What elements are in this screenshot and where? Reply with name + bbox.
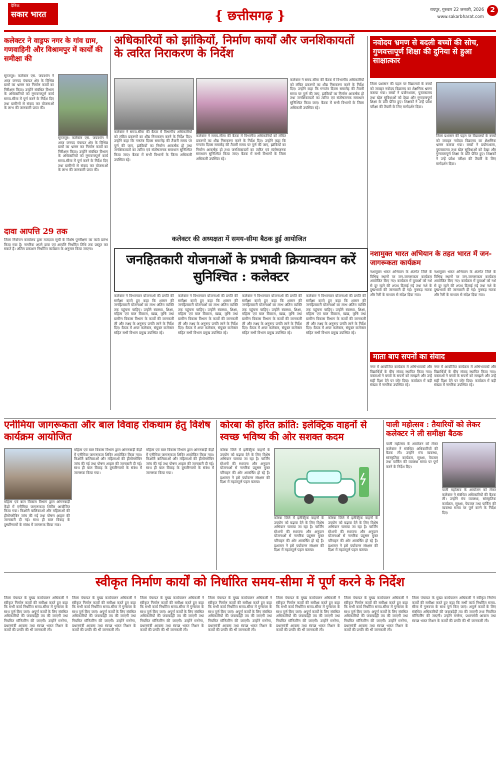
top-story xyxy=(114,34,364,244)
bottom-right-story xyxy=(386,420,496,570)
bottom-right-body-col2: पाली महोत्सव के आयोजन को लेकर कलेक्टर ने संबंधित अधिकारियों की बैठक ली। उन्होंने मंच व्यवस्था, सांस्कृतिक कार्यक्रम, सुरक्षा, पेयजल तथा पार्किंग की व्यवस्था समय पर पूर्ण करने के निर्देश दिए। xyxy=(442,488,496,515)
bottom-left-body-col3: महिला एवं बाल विकास विभाग द्वारा आंगनबाड़ी केंद्रों में एनीमिया जागरूकता शिविर आयोजित किया गया। किशोरी बालिकाओं और महिलाओं की हीमोग्लोबिन जांच की गई तथा पोषण आहार की जानकारी दी गई। साथ ही बाल विवाह के दुष्परिणामों के संबंध में जागरूक किया गया। xyxy=(146,448,214,475)
ev-illustration xyxy=(274,448,380,516)
right-divider xyxy=(367,36,368,411)
right-top-body: जिला प्रशासन की पहल पर विद्यालयों के बच्चों को जवाहर नवोदय विद्यालय का शैक्षणिक भ्रमण कराया गया। बच्चों ने प्रयोगशाला, पुस्तकालय तथा खेल सुविधाओं को देखा और गुणवत्तापूर्ण शिक्षा के प्रति प्रेरित हुए। शिक्षकों ने उन्हें प्रवेश परीक्षा की तैयारी के लिए मार्गदर्शन दिया। xyxy=(370,82,432,109)
bottom-mid-headline: कोरबा की हरित क्रांति: इलेक्ट्रिक वाहनों से स्वच्छ भविष्य की ओर सशक्त कदम xyxy=(220,420,367,443)
bottom-banner-body-col7: जिला पंचायत के मुख्य कार्यपालन अधिकारी ने स्वीकृत निर्माण कार्यों की समीक्षा करते हुए कहा कि सभी कार्य निर्धारित समय-सीमा में गुणवत्ता के साथ पूर्ण किए जाएं। अपूर्ण कार्यों के लिए संबंधित अधिकारियों की जवाबदेही तय की जाएगी तथा नियमित मॉनिटरिंग की जाएगी। उन्होंने मनरेगा, प्रधानमंत्री आवास तथा स्वच्छ भारत मिशन के कार्यों की प्रगति की भी जानकारी ली। xyxy=(412,596,496,623)
right-mid-headline: नशामुक्त भारत अभियान के तहत भारत में जन-जागरूकता कार्यक्रम xyxy=(370,250,492,267)
bottom-mid-body-col3: कोरबा जिले में इलेक्ट्रिक वाहनों के उपयोग को बढ़ावा देने के लिए विशेष अभियान चलाया जा रहा है। चार्जिंग स्टेशनों की स्थापना और अनुदान योजनाओं से नागरिक प्रदूषण मुक्त परिवहन की ओर आकर्षित हो रहे हैं। प्रशासन ने इसे पर्यावरण संरक्षण की दिशा में महत्वपूर्ण पहल बताया। xyxy=(328,516,378,553)
top-story-body-col2: कलेक्टर ने समय-सीमा की बैठक में विभागीय अधिकारियों को लंबित प्रकरणों का शीघ्र निराकरण करने के निर्देश दिए। उन्होंने कहा कि गणतंत्र दिवस समारोह की तैयारी समय पर पूर्ण की जाए, झांकियों का निर्माण आकर्षक हो तथा जनशिकायतों का त्वरित एवं संतोषजनक समाधान सुनिश्चित किया जाए। बैठक में सभी विभागों के जिला अधिकारी उपस्थित रहे। xyxy=(196,134,286,161)
main-story xyxy=(114,248,366,416)
left-body-continued: सूरजपुर। कलेक्टर एस. जयवर्धन ने आज जनपद पंचायत क्षेत्र के विभिन्न ग्रामों का भ्रमण कर निर्माण कार्यों का निरीक्षण किया। उन्होंने संबंधित विभाग के अधिकारियों को गुणवत्तापूर्ण कार्य समय-सीमा में पूर्ण करने के निर्देश दिए तथा ग्रामीणों से संवाद कर योजनाओं के लाभ की जानकारी प्राप्त की। xyxy=(58,136,108,173)
right-top-body-continued: जिला प्रशासन की पहल पर विद्यालयों के बच्चों को जवाहर नवोदय विद्यालय का शैक्षणिक भ्रमण कराया गया। बच्चों ने प्रयोगशाला, पुस्तकालय तथा खेल सुविधाओं को देखा और गुणवत्तापूर्ण शिक्षा के प्रति प्रेरित हुए। शिक्षकों ने उन्हें प्रवेश परीक्षा की तैयारी के लिए मार्गदर्शन दिया। xyxy=(436,134,496,166)
top-story-body-col1: कलेक्टर ने समय-सीमा की बैठक में विभागीय अधिकारियों को लंबित प्रकरणों का शीघ्र निराकरण करने के निर्देश दिए। उन्होंने कहा कि गणतंत्र दिवस समारोह की तैयारी समय पर पूर्ण की जाए, झांकियों का निर्माण आकर्षक हो तथा जनशिकायतों का त्वरित एवं संतोषजनक समाधान सुनिश्चित किया जाए। बैठक में सभी विभागों के जिला अधिकारी उपस्थित रहे। xyxy=(114,130,192,162)
right-top-photo xyxy=(436,82,496,134)
right-mid-story xyxy=(370,250,496,350)
left-subhead: दावा आपत्ति 29 तक xyxy=(4,226,68,236)
right-top-story xyxy=(370,36,496,246)
bottom-divider-1 xyxy=(216,420,217,570)
right-mid2-headline: माता बाप सपनों का संवाद xyxy=(370,352,496,362)
lower-horizontal-rule xyxy=(4,572,496,573)
bottom-left-story xyxy=(4,420,214,570)
top-story-photo-1 xyxy=(114,78,194,130)
bottom-banner-body-col6: जिला पंचायत के मुख्य कार्यपालन अधिकारी ने स्वीकृत निर्माण कार्यों की समीक्षा करते हुए कहा कि सभी कार्य निर्धारित समय-सीमा में गुणवत्ता के साथ पूर्ण किए जाएं। अपूर्ण कार्यों के लिए संबंधित अधिकारियों की जवाबदेही तय की जाएगी तथा नियमित मॉनिटरिंग की जाएगी। उन्होंने मनरेगा, प्रधानमंत्री आवास तथा स्वच्छ भारत मिशन के कार्यों की प्रगति की भी जानकारी ली। xyxy=(344,596,408,633)
bottom-mid-body-col1: कोरबा जिले में इलेक्ट्रिक वाहनों के उपयोग को बढ़ावा देने के लिए विशेष अभियान चलाया जा रहा है। चार्जिंग स्टेशनों की स्थापना और अनुदान योजनाओं से नागरिक प्रदूषण मुक्त परिवहन की ओर आकर्षित हो रहे हैं। प्रशासन ने इसे पर्यावरण संरक्षण की दिशा में महत्वपूर्ण पहल बताया। xyxy=(220,448,270,485)
page-number: 2 xyxy=(487,5,498,16)
bottom-banner-headline: स्वीकृत निर्माण कार्यों को निर्धारित समय-सीमा में पूर्ण करने के निर्देश xyxy=(95,574,405,589)
section-title-text: छत्तीसगढ़ xyxy=(227,9,273,24)
top-story-caption: कलेक्टर की अध्यक्षता में समय-सीमा बैठक हुई आयोजित xyxy=(171,235,307,243)
right-mid2-story xyxy=(370,352,496,412)
bottom-right-body-col1: पाली महोत्सव के आयोजन को लेकर कलेक्टर ने संबंधित अधिकारियों की बैठक ली। उन्होंने मंच व्यवस्था, सांस्कृतिक कार्यक्रम, सुरक्षा, पेयजल तथा पार्किंग की व्यवस्था समय पर पूर्ण करने के निर्देश दिए। xyxy=(386,442,438,469)
masthead xyxy=(0,0,500,34)
bottom-banner-body-col3: जिला पंचायत के मुख्य कार्यपालन अधिकारी ने स्वीकृत निर्माण कार्यों की समीक्षा करते हुए कहा कि सभी कार्य निर्धारित समय-सीमा में गुणवत्ता के साथ पूर्ण किए जाएं। अपूर्ण कार्यों के लिए संबंधित अधिकारियों की जवाबदेही तय की जाएगी तथा नियमित मॉनिटरिंग की जाएगी। उन्होंने मनरेगा, प्रधानमंत्री आवास तथा स्वच्छ भारत मिशन के कार्यों की प्रगति की भी जानकारी ली। xyxy=(140,596,204,633)
bottom-banner-body-col4: जिला पंचायत के मुख्य कार्यपालन अधिकारी ने स्वीकृत निर्माण कार्यों की समीक्षा करते हुए कहा कि सभी कार्य निर्धारित समय-सीमा में गुणवत्ता के साथ पूर्ण किए जाएं। अपूर्ण कार्यों के लिए संबंधित अधिकारियों की जवाबदेही तय की जाएगी तथा नियमित मॉनिटरिंग की जाएगी। उन्होंने मनरेगा, प्रधानमंत्री आवास तथा स्वच्छ भारत मिशन के कार्यों की प्रगति की भी जानकारी ली। xyxy=(208,596,272,633)
main-story-body-col1: कलेक्टर ने विभागवार योजनाओं की प्रगति की समीक्षा करते हुए कहा कि शासन की जनहितकारी योजनाओं का लाभ अंतिम व्यक्ति तक पहुंचना चाहिए। उन्होंने स्वास्थ्य, शिक्षा, महिला एवं बाल विकास, खाद्य, कृषि तथा ग्रामीण विकास विभाग के कार्यों की जानकारी ली और लक्ष्य के अनुरूप प्रगति लाने के निर्देश दिए। बैठक में अपर कलेक्टर, संयुक्त कलेक्टर सहित सभी विभाग प्रमुख उपस्थित रहे। xyxy=(114,294,174,335)
masthead-rule xyxy=(4,30,496,32)
left-body: सूरजपुर। कलेक्टर एस. जयवर्धन ने आज जनपद पंचायत क्षेत्र के विभिन्न ग्रामों का भ्रमण कर निर्माण कार्यों का निरीक्षण किया। उन्होंने संबंधित विभाग के अधिकारियों को गुणवत्तापूर्ण कार्य समय-सीमा में पूर्ण करने के निर्देश दिए तथा ग्रामीणों से संवाद कर योजनाओं के लाभ की जानकारी प्राप्त की। xyxy=(4,74,54,111)
brand-logo: दैनिक सकार भारत xyxy=(8,3,58,25)
website: www.sakarbharat.com xyxy=(437,14,484,19)
left-divider xyxy=(110,36,111,410)
left-photo xyxy=(58,74,108,136)
main-story-headline-box xyxy=(114,248,368,292)
right-mid-body-col1: नशामुक्त भारत अभियान के अंतर्गत जिले के विभिन्न स्थानों पर जन-जागरूकता कार्यक्रम आयोजित किए गए। कार्यक्रम में युवाओं को नशे से दूर रहने की शपथ दिलाई गई तथा नशे के दुष्प्रभावों की जानकारी दी गई। नुक्कड़ नाटक और रैली के माध्यम से संदेश दिया गया। xyxy=(370,270,432,297)
bottom-left-photo xyxy=(4,448,72,500)
section-title: { छत्तीसगढ़ } xyxy=(214,9,286,24)
top-story-headline: अधिकारियों को झांकियों, निर्माण कार्यों और जनशिकायतों के त्वरित निराकरण के निर्देश xyxy=(114,34,355,60)
left-body2: जिला निर्वाचन कार्यालय द्वारा मतदाता सूची के विशेष पुनरीक्षण का कार्य प्रारंभ किया गया है। नागरिक अपने दावा एवं आपत्ति निर्धारित तिथि तक प्रस्तुत कर सकते हैं। अंतिम प्रकाशन निर्धारित कार्यक्रम के अनुसार किया जाएगा। xyxy=(4,238,108,252)
main-story-headline: जनहितकारी योजनाओं के प्रभावी क्रियान्वयन करें सुनिश्चित : कलेक्टर xyxy=(126,253,356,285)
bottom-mid-story xyxy=(220,420,380,570)
main-story-body-col2: कलेक्टर ने विभागवार योजनाओं की प्रगति की समीक्षा करते हुए कहा कि शासन की जनहितकारी योजनाओं का लाभ अंतिम व्यक्ति तक पहुंचना चाहिए। उन्होंने स्वास्थ्य, शिक्षा, महिला एवं बाल विकास, खाद्य, कृषि तथा ग्रामीण विकास विभाग के कार्यों की जानकारी ली और लक्ष्य के अनुरूप प्रगति लाने के निर्देश दिए। बैठक में अपर कलेक्टर, संयुक्त कलेक्टर सहित सभी विभाग प्रमुख उपस्थित रहे। xyxy=(178,294,238,335)
bottom-banner-body-col5: जिला पंचायत के मुख्य कार्यपालन अधिकारी ने स्वीकृत निर्माण कार्यों की समीक्षा करते हुए कहा कि सभी कार्य निर्धारित समय-सीमा में गुणवत्ता के साथ पूर्ण किए जाएं। अपूर्ण कार्यों के लिए संबंधित अधिकारियों की जवाबदेही तय की जाएगी तथा नियमित मॉनिटरिंग की जाएगी। उन्होंने मनरेगा, प्रधानमंत्री आवास तथा स्वच्छ भारत मिशन के कार्यों की प्रगति की भी जानकारी ली। xyxy=(276,596,340,633)
dateline: रायपुर, गुरुवार 22 जनवरी, 2026 xyxy=(430,7,484,12)
top-story-photo-2 xyxy=(196,78,288,134)
main-story-body-col3: कलेक्टर ने विभागवार योजनाओं की प्रगति की समीक्षा करते हुए कहा कि शासन की जनहितकारी योजनाओं का लाभ अंतिम व्यक्ति तक पहुंचना चाहिए। उन्होंने स्वास्थ्य, शिक्षा, महिला एवं बाल विकास, खाद्य, कृषि तथा ग्रामीण विकास विभाग के कार्यों की जानकारी ली और लक्ष्य के अनुरूप प्रगति लाने के निर्देश दिए। बैठक में अपर कलेक्टर, संयुक्त कलेक्टर सहित सभी विभाग प्रमुख उपस्थित रहे। xyxy=(242,294,302,335)
right-top-headline: नवोदय भ्रमण से बदली बच्चों की सोच, गुणवत्तापूर्ण शिक्षा की दुनिया से हुआ साक्षात्कार xyxy=(370,36,496,78)
bottom-mid-body-col2: कोरबा जिले में इलेक्ट्रिक वाहनों के उपयोग को बढ़ावा देने के लिए विशेष अभियान चलाया जा रहा है। चार्जिंग स्टेशनों की स्थापना और अनुदान योजनाओं से नागरिक प्रदूषण मुक्त परिवहन की ओर आकर्षित हो रहे हैं। प्रशासन ने इसे पर्यावरण संरक्षण की दिशा में महत्वपूर्ण पहल बताया। xyxy=(274,516,324,553)
bottom-right-headline: पाली महोत्सव : तैयारियों को लेकर कलेक्टर ने ली समीक्षा बैठक xyxy=(386,420,481,438)
main-story-body-col4: कलेक्टर ने विभागवार योजनाओं की प्रगति की समीक्षा करते हुए कहा कि शासन की जनहितकारी योजनाओं का लाभ अंतिम व्यक्ति तक पहुंचना चाहिए। उन्होंने स्वास्थ्य, शिक्षा, महिला एवं बाल विकास, खाद्य, कृषि तथा ग्रामीण विकास विभाग के कार्यों की जानकारी ली और लक्ष्य के अनुरूप प्रगति लाने के निर्देश दिए। बैठक में अपर कलेक्टर, संयुक्त कलेक्टर सहित सभी विभाग प्रमुख उपस्थित रहे। xyxy=(306,294,366,335)
bottom-banner-body-col2: जिला पंचायत के मुख्य कार्यपालन अधिकारी ने स्वीकृत निर्माण कार्यों की समीक्षा करते हुए कहा कि सभी कार्य निर्धारित समय-सीमा में गुणवत्ता के साथ पूर्ण किए जाएं। अपूर्ण कार्यों के लिए संबंधित अधिकारियों की जवाबदेही तय की जाएगी तथा नियमित मॉनिटरिंग की जाएगी। उन्होंने मनरेगा, प्रधानमंत्री आवास तथा स्वच्छ भारत मिशन के कार्यों की प्रगति की भी जानकारी ली। xyxy=(72,596,136,633)
bottom-left-body-col2: महिला एवं बाल विकास विभाग द्वारा आंगनबाड़ी केंद्रों में एनीमिया जागरूकता शिविर आयोजित किया गया। किशोरी बालिकाओं और महिलाओं की हीमोग्लोबिन जांच की गई तथा पोषण आहार की जानकारी दी गई। साथ ही बाल विवाह के दुष्परिणामों के संबंध में जागरूक किया गया। xyxy=(74,448,142,475)
left-column xyxy=(4,36,108,446)
electric-car-icon xyxy=(275,449,379,515)
bottom-left-headline: एनीमिया जागरूकता और बाल विवाह रोकथाम हेतु विशेष कार्यक्रम आयोजित xyxy=(4,420,211,443)
bottom-right-photo xyxy=(442,442,496,488)
right-mid2-body-col2: नगर में आयोजित कार्यक्रम में अभिभावकों और विद्यार्थियों के बीच संवाद स्थापित किया गया। वक्ताओं ने बच्चों के सपनों को समझने और उन्हें सही दिशा देने पर जोर दिया। कार्यक्रम में बड़ी संख्या में नागरिक उपस्थित रहे। xyxy=(434,365,496,388)
mid-horizontal-rule xyxy=(4,418,496,419)
bottom-left-body-col1: महिला एवं बाल विकास विभाग द्वारा आंगनबाड़ी केंद्रों में एनीमिया जागरूकता शिविर आयोजित किया गया। किशोरी बालिकाओं और महिलाओं की हीमोग्लोबिन जांच की गई तथा पोषण आहार की जानकारी दी गई। साथ ही बाल विवाह के दुष्परिणामों के संबंध में जागरूक किया गया। xyxy=(4,500,70,527)
bottom-divider-2 xyxy=(383,420,384,570)
right-mid2-body-col1: नगर में आयोजित कार्यक्रम में अभिभावकों और विद्यार्थियों के बीच संवाद स्थापित किया गया। वक्ताओं ने बच्चों के सपनों को समझने और उन्हें सही दिशा देने पर जोर दिया। कार्यक्रम में बड़ी संख्या में नागरिक उपस्थित रहे। xyxy=(370,365,432,388)
right-mid-body-col2: नशामुक्त भारत अभियान के अंतर्गत जिले के विभिन्न स्थानों पर जन-जागरूकता कार्यक्रम आयोजित किए गए। कार्यक्रम में युवाओं को नशे से दूर रहने की शपथ दिलाई गई तथा नशे के दुष्प्रभावों की जानकारी दी गई। नुक्कड़ नाटक और रैली के माध्यम से संदेश दिया गया। xyxy=(434,270,496,297)
bottom-banner-story xyxy=(4,574,496,754)
top-story-body-col3: कलेक्टर ने समय-सीमा की बैठक में विभागीय अधिकारियों को लंबित प्रकरणों का शीघ्र निराकरण करने के निर्देश दिए। उन्होंने कहा कि गणतंत्र दिवस समारोह की तैयारी समय पर पूर्ण की जाए, झांकियों का निर्माण आकर्षक हो तथा जनशिकायतों का त्वरित एवं संतोषजनक समाधान सुनिश्चित किया जाए। बैठक में सभी विभागों के जिला अधिकारी उपस्थित रहे। xyxy=(290,78,364,110)
left-headline: कलेक्टर ने वाड्रफ नगर के गांव ग्राम, गणवाहिनी और विश्रामपुर में कार्यों की समीक्षा की xyxy=(4,36,103,63)
bottom-banner-body-col1: जिला पंचायत के मुख्य कार्यपालन अधिकारी ने स्वीकृत निर्माण कार्यों की समीक्षा करते हुए कहा कि सभी कार्य निर्धारित समय-सीमा में गुणवत्ता के साथ पूर्ण किए जाएं। अपूर्ण कार्यों के लिए संबंधित अधिकारियों की जवाबदेही तय की जाएगी तथा नियमित मॉनिटरिंग की जाएगी। उन्होंने मनरेगा, प्रधानमंत्री आवास तथा स्वच्छ भारत मिशन के कार्यों की प्रगति की भी जानकारी ली। xyxy=(4,596,68,633)
